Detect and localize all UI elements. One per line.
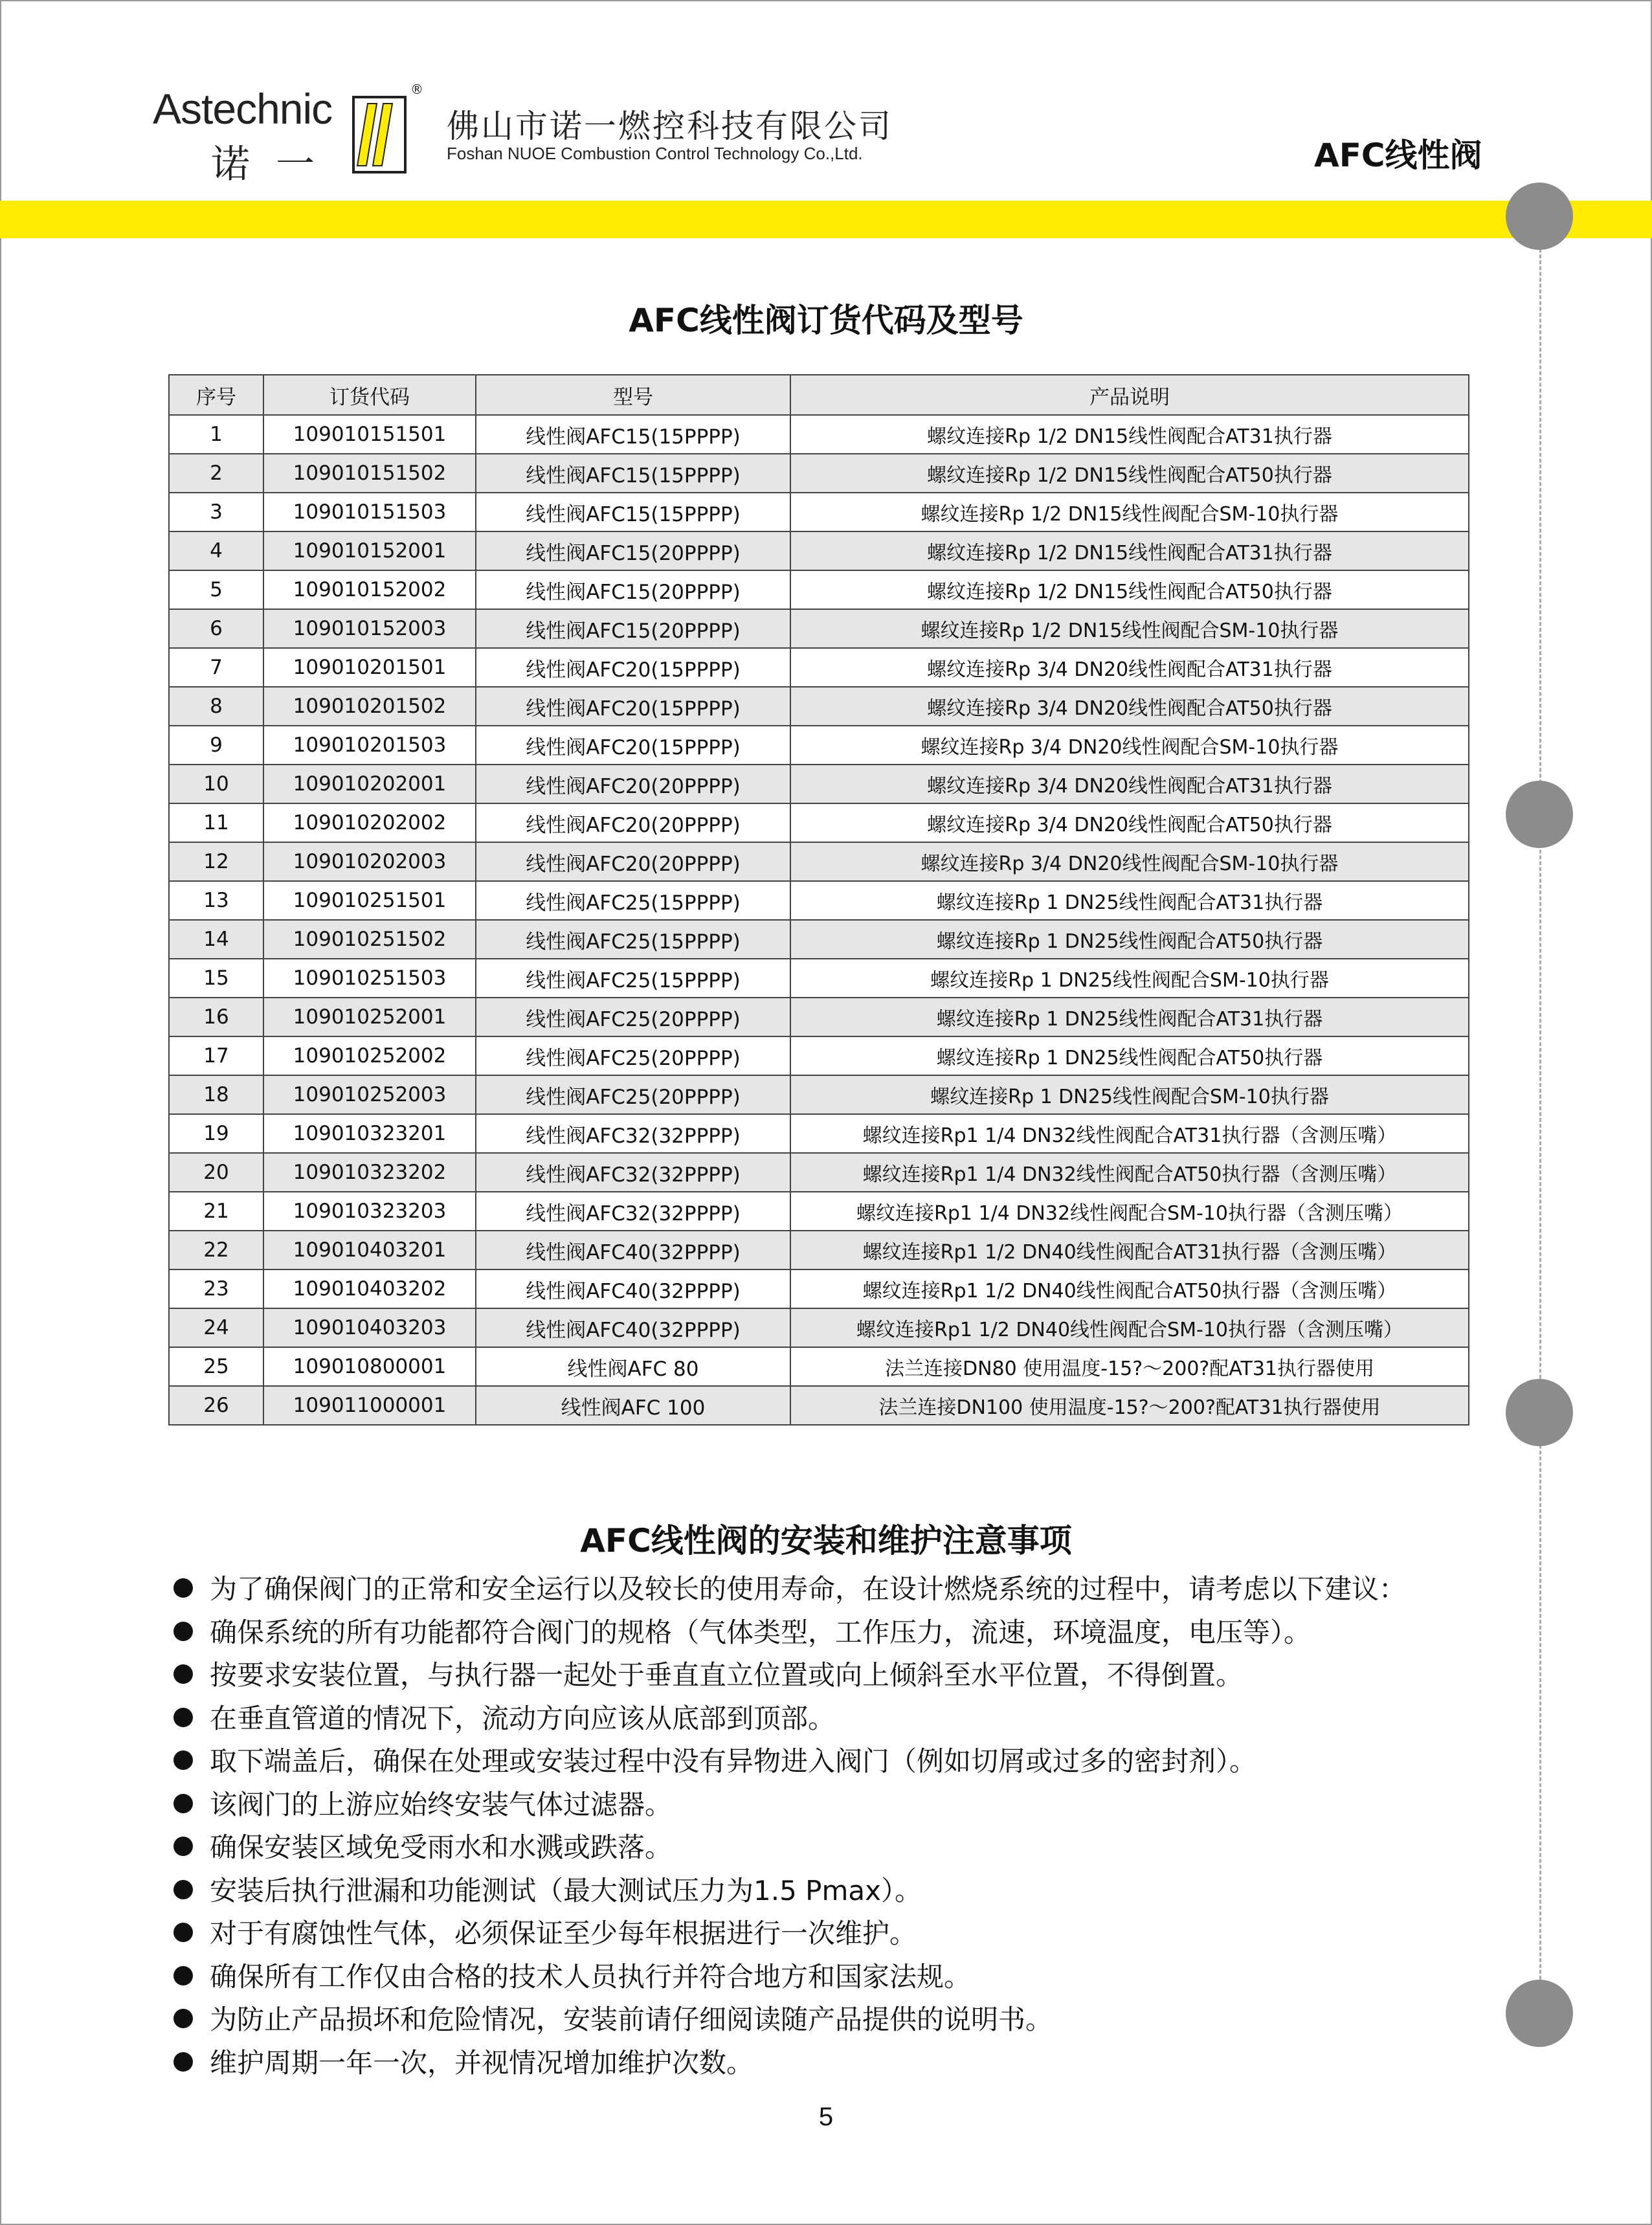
cell-order-code: 109010323201 — [263, 1114, 476, 1153]
bullet-icon — [173, 1578, 193, 1598]
note-text: 确保安装区域免受雨水和水溅或跌落。 — [210, 1831, 673, 1863]
bullet-icon — [173, 1794, 193, 1813]
table-row — [169, 1308, 1469, 1347]
cell-order-code: 109010252001 — [263, 998, 476, 1036]
note-item — [173, 1870, 1539, 1913]
cell-model: 线性阀AFC15(15PPPP) — [476, 415, 790, 454]
cell-order-code: 109010800001 — [263, 1347, 476, 1386]
table-row — [169, 687, 1469, 726]
table-row — [169, 415, 1469, 454]
cell-description: 螺纹连接Rp 1 DN25线性阀配合AT50执行器 — [790, 920, 1469, 959]
cell-description: 螺纹连接Rp 3/4 DN20线性阀配合AT31执行器 — [790, 765, 1469, 803]
cell-index: 16 — [169, 998, 263, 1036]
table-row — [169, 920, 1469, 959]
cell-order-code: 109010201501 — [263, 648, 476, 687]
cell-index: 7 — [169, 648, 263, 687]
cell-index: 2 — [169, 454, 263, 493]
cell-index: 8 — [169, 687, 263, 726]
cell-model: 线性阀AFC25(20PPPP) — [476, 1036, 790, 1075]
cell-description: 螺纹连接Rp 1 DN25线性阀配合AT31执行器 — [790, 881, 1469, 920]
cell-description: 螺纹连接Rp 3/4 DN20线性阀配合AT31执行器 — [790, 648, 1469, 687]
note-item — [173, 1783, 1539, 1827]
note-item — [173, 1654, 1539, 1697]
cell-description: 螺纹连接Rp 1 DN25线性阀配合AT50执行器 — [790, 1036, 1469, 1075]
cell-index: 13 — [169, 881, 263, 920]
table-row — [169, 648, 1469, 687]
table-row — [169, 1075, 1469, 1114]
cell-index: 22 — [169, 1231, 263, 1269]
cell-index: 18 — [169, 1075, 263, 1114]
cell-model: 线性阀AFC40(32PPPP) — [476, 1308, 790, 1347]
table-row — [169, 881, 1469, 920]
cell-description: 螺纹连接Rp1 1/4 DN32线性阀配合SM-10执行器（含测压嘴） — [790, 1192, 1469, 1231]
cell-order-code: 109010403201 — [263, 1231, 476, 1269]
cell-model: 线性阀AFC15(15PPPP) — [476, 454, 790, 493]
table-row — [169, 454, 1469, 493]
table-row — [169, 493, 1469, 531]
cell-order-code: 109010201502 — [263, 687, 476, 726]
cell-model: 线性阀AFC 100 — [476, 1386, 790, 1425]
cell-description: 螺纹连接Rp1 1/2 DN40线性阀配合AT31执行器（含测压嘴） — [790, 1231, 1469, 1269]
cell-order-code: 109010252002 — [263, 1036, 476, 1075]
cell-description: 螺纹连接Rp 1/2 DN15线性阀配合AT31执行器 — [790, 531, 1469, 570]
note-text: 安装后执行泄漏和功能测试（最大测试压力为1.5 Pmax）。 — [210, 1874, 922, 1906]
note-item — [173, 1697, 1539, 1741]
column-header-description: 产品说明 — [790, 375, 1469, 415]
cell-model: 线性阀AFC15(15PPPP) — [476, 493, 790, 531]
cell-index: 5 — [169, 570, 263, 609]
table-row — [169, 959, 1469, 998]
cell-description: 螺纹连接Rp 3/4 DN20线性阀配合AT50执行器 — [790, 803, 1469, 842]
cell-description: 螺纹连接Rp 1/2 DN15线性阀配合AT50执行器 — [790, 570, 1469, 609]
cell-description: 法兰连接DN80 使用温度-15?～200?配AT31执行器使用 — [790, 1347, 1469, 1386]
cell-index: 23 — [169, 1269, 263, 1308]
note-item — [173, 1826, 1539, 1870]
cell-index: 10 — [169, 765, 263, 803]
binder-dashed-line — [1539, 214, 1541, 2026]
cell-index: 26 — [169, 1386, 263, 1425]
cell-order-code: 109010152003 — [263, 609, 476, 648]
cell-order-code: 109010152001 — [263, 531, 476, 570]
cell-index: 20 — [169, 1153, 263, 1192]
notes-title: AFC线性阀的安装和维护注意事项 — [580, 1522, 1072, 1560]
cell-order-code: 109010151503 — [263, 493, 476, 531]
cell-order-code: 109010403203 — [263, 1308, 476, 1347]
cell-order-code: 109010323202 — [263, 1153, 476, 1192]
cell-model: 线性阀AFC20(15PPPP) — [476, 687, 790, 726]
bullet-icon — [173, 1708, 193, 1727]
cell-model: 线性阀AFC20(15PPPP) — [476, 726, 790, 765]
note-item — [173, 2042, 1539, 2085]
cell-order-code: 109010202003 — [263, 842, 476, 881]
binder-hole-icon — [1506, 781, 1573, 848]
cell-index: 19 — [169, 1114, 263, 1153]
cell-order-code: 109010252003 — [263, 1075, 476, 1114]
product-category-title: AFC线性阀 — [1314, 137, 1482, 174]
table-row — [169, 1192, 1469, 1231]
binder-hole-icon — [1506, 1379, 1573, 1446]
cell-model: 线性阀AFC25(15PPPP) — [476, 881, 790, 920]
cell-model: 线性阀AFC25(15PPPP) — [476, 959, 790, 998]
cell-order-code: 109010202001 — [263, 765, 476, 803]
note-text: 该阀门的上游应始终安装气体过滤器。 — [210, 1788, 673, 1820]
brand-name-cn: 诺一 — [211, 142, 340, 187]
bullet-icon — [173, 1923, 193, 1942]
cell-index: 24 — [169, 1308, 263, 1347]
bullet-icon — [173, 1622, 193, 1641]
cell-description: 螺纹连接Rp 3/4 DN20线性阀配合AT50执行器 — [790, 687, 1469, 726]
cell-description: 螺纹连接Rp 1/2 DN15线性阀配合SM-10执行器 — [790, 609, 1469, 648]
cell-model: 线性阀AFC20(15PPPP) — [476, 648, 790, 687]
table-row — [169, 1114, 1469, 1153]
note-text: 为了确保阀门的正常和安全运行以及较长的使用寿命，在设计燃烧系统的过程中，请考虑以下建议： — [210, 1573, 1407, 1605]
order-code-table — [168, 374, 1469, 1426]
logo-slash-icon — [352, 96, 407, 173]
cell-order-code: 109010403202 — [263, 1269, 476, 1308]
table-row — [169, 842, 1469, 881]
cell-order-code: 109010151501 — [263, 415, 476, 454]
cell-description: 螺纹连接Rp 3/4 DN20线性阀配合SM-10执行器 — [790, 726, 1469, 765]
bullet-icon — [173, 1750, 193, 1770]
cell-model: 线性阀AFC40(32PPPP) — [476, 1231, 790, 1269]
cell-order-code: 109011000001 — [263, 1386, 476, 1425]
table-row — [169, 1269, 1469, 1308]
table-row — [169, 1231, 1469, 1269]
installation-notes-list — [173, 1568, 1539, 2085]
cell-model: 线性阀AFC20(20PPPP) — [476, 803, 790, 842]
column-header-index: 序号 — [169, 375, 263, 415]
cell-order-code: 109010201503 — [263, 726, 476, 765]
cell-model: 线性阀AFC25(15PPPP) — [476, 920, 790, 959]
note-item — [173, 1611, 1539, 1655]
note-text: 按要求安装位置，与执行器一起处于垂直直立位置或向上倾斜至水平位置，不得倒置。 — [210, 1659, 1244, 1691]
header-yellow-band — [0, 201, 1652, 238]
cell-index: 21 — [169, 1192, 263, 1231]
cell-model: 线性阀AFC15(20PPPP) — [476, 570, 790, 609]
cell-description: 法兰连接DN100 使用温度-15?～200?配AT31执行器使用 — [790, 1386, 1469, 1425]
table-row — [169, 726, 1469, 765]
cell-index: 9 — [169, 726, 263, 765]
note-text: 维护周期一年一次，并视情况增加维护次数。 — [210, 2046, 754, 2079]
cell-model: 线性阀AFC25(20PPPP) — [476, 998, 790, 1036]
cell-model: 线性阀AFC25(20PPPP) — [476, 1075, 790, 1114]
table-row — [169, 998, 1469, 1036]
cell-model: 线性阀AFC20(20PPPP) — [476, 842, 790, 881]
cell-order-code: 109010152002 — [263, 570, 476, 609]
note-text: 在垂直管道的情况下，流动方向应该从底部到顶部。 — [210, 1702, 836, 1734]
bullet-icon — [173, 1880, 193, 1899]
page-number: 5 — [818, 2103, 834, 2131]
cell-index: 4 — [169, 531, 263, 570]
cell-index: 1 — [169, 415, 263, 454]
table-row — [169, 531, 1469, 570]
note-item — [173, 1568, 1539, 1611]
cell-model: 线性阀AFC32(32PPPP) — [476, 1192, 790, 1231]
cell-model: 线性阀AFC20(20PPPP) — [476, 765, 790, 803]
cell-description: 螺纹连接Rp 1 DN25线性阀配合SM-10执行器 — [790, 959, 1469, 998]
cell-description: 螺纹连接Rp1 1/4 DN32线性阀配合AT50执行器（含测压嘴） — [790, 1153, 1469, 1192]
cell-model: 线性阀AFC15(20PPPP) — [476, 531, 790, 570]
bullet-icon — [173, 2052, 193, 2072]
note-item — [173, 1956, 1539, 1999]
column-header-order-code: 订货代码 — [263, 375, 476, 415]
note-item — [173, 1740, 1539, 1783]
table-row — [169, 803, 1469, 842]
cell-description: 螺纹连接Rp1 1/4 DN32线性阀配合AT31执行器（含测压嘴） — [790, 1114, 1469, 1153]
cell-description: 螺纹连接Rp 1 DN25线性阀配合AT31执行器 — [790, 998, 1469, 1036]
cell-description: 螺纹连接Rp1 1/2 DN40线性阀配合SM-10执行器（含测压嘴） — [790, 1308, 1469, 1347]
cell-index: 17 — [169, 1036, 263, 1075]
table-row — [169, 765, 1469, 803]
company-name-en: Foshan NUOE Combustion Control Technology Co.,Ltd. — [447, 144, 863, 163]
bullet-icon — [173, 1664, 193, 1684]
cell-index: 14 — [169, 920, 263, 959]
note-text: 为防止产品损坏和危险情况，安装前请仔细阅读随产品提供的说明书。 — [210, 2004, 1053, 2035]
note-text: 取下端盖后，确保在处理或安装过程中没有异物进入阀门（例如切屑或过多的密封剂）。 — [210, 1745, 1257, 1777]
column-header-model: 型号 — [476, 375, 790, 415]
company-name-cn: 佛山市诺一燃控科技有限公司 — [447, 107, 893, 145]
cell-model: 线性阀AFC32(32PPPP) — [476, 1114, 790, 1153]
cell-description: 螺纹连接Rp 1/2 DN15线性阀配合SM-10执行器 — [790, 493, 1469, 531]
table-body — [169, 415, 1469, 1425]
note-text: 确保所有工作仅由合格的技术人员执行并符合地方和国家法规。 — [210, 1960, 972, 1993]
cell-model: 线性阀AFC32(32PPPP) — [476, 1153, 790, 1192]
cell-index: 15 — [169, 959, 263, 998]
cell-order-code: 109010251502 — [263, 920, 476, 959]
cell-model: 线性阀AFC40(32PPPP) — [476, 1269, 790, 1308]
bullet-icon — [173, 2009, 193, 2028]
note-item — [173, 1912, 1539, 1956]
brand-name-en: Astechnic — [153, 85, 333, 133]
table-title: AFC线性阀订货代码及型号 — [629, 302, 1023, 339]
cell-order-code: 109010251501 — [263, 881, 476, 920]
cell-order-code: 109010202002 — [263, 803, 476, 842]
note-text: 对于有腐蚀性气体，必须保证至少每年根据进行一次维护。 — [210, 1918, 917, 1949]
cell-description: 螺纹连接Rp 1/2 DN15线性阀配合AT50执行器 — [790, 454, 1469, 493]
table-row — [169, 1386, 1469, 1425]
table-row — [169, 1036, 1469, 1075]
cell-index: 3 — [169, 493, 263, 531]
table-row — [169, 609, 1469, 648]
cell-model: 线性阀AFC15(20PPPP) — [476, 609, 790, 648]
note-item — [173, 1998, 1539, 2042]
cell-index: 11 — [169, 803, 263, 842]
cell-description: 螺纹连接Rp 3/4 DN20线性阀配合SM-10执行器 — [790, 842, 1469, 881]
cell-order-code: 109010151502 — [263, 454, 476, 493]
binder-hole-icon — [1506, 183, 1573, 250]
cell-model: 线性阀AFC 80 — [476, 1347, 790, 1386]
bullet-icon — [173, 1837, 193, 1856]
registered-mark: ® — [410, 82, 423, 97]
table-row — [169, 1347, 1469, 1386]
bullet-icon — [173, 1966, 193, 1985]
cell-description: 螺纹连接Rp 1 DN25线性阀配合SM-10执行器 — [790, 1075, 1469, 1114]
cell-index: 25 — [169, 1347, 263, 1386]
cell-order-code: 109010251503 — [263, 959, 476, 998]
cell-description: 螺纹连接Rp 1/2 DN15线性阀配合AT31执行器 — [790, 415, 1469, 454]
cell-order-code: 109010323203 — [263, 1192, 476, 1231]
cell-description: 螺纹连接Rp1 1/2 DN40线性阀配合AT50执行器（含测压嘴） — [790, 1269, 1469, 1308]
table-row — [169, 570, 1469, 609]
table-row — [169, 1153, 1469, 1192]
table-header-row — [169, 375, 1469, 415]
cell-index: 12 — [169, 842, 263, 881]
cell-index: 6 — [169, 609, 263, 648]
note-text: 确保系统的所有功能都符合阀门的规格（气体类型，工作压力，流速，环境温度，电压等）。 — [210, 1616, 1312, 1648]
